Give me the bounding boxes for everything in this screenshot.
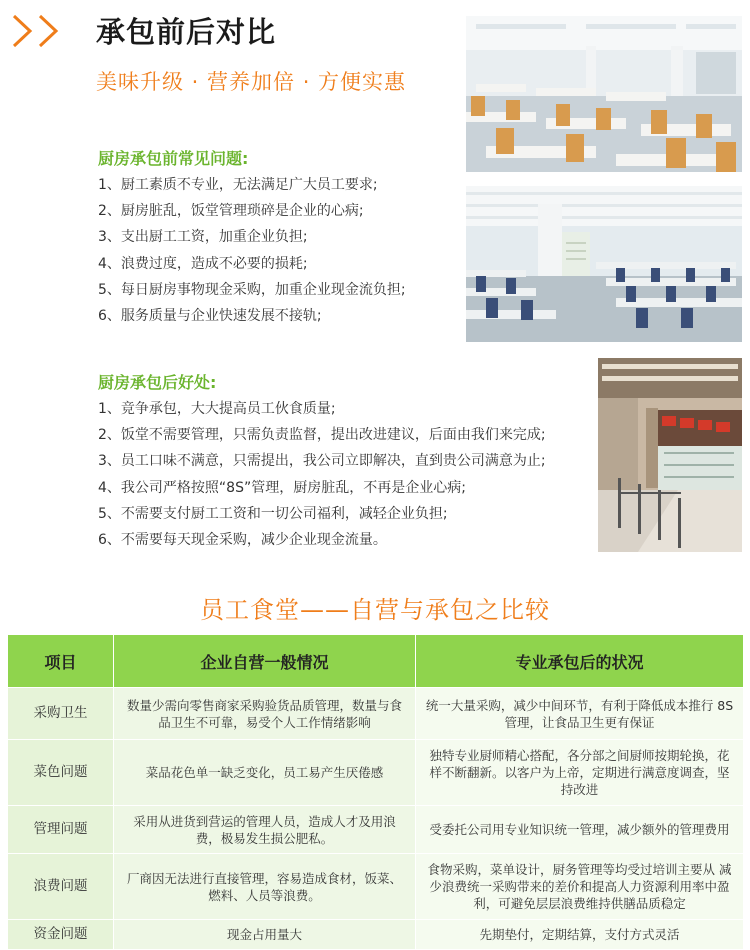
double-chevron-right-icon: [10, 14, 66, 48]
row-label: 资金问题: [8, 920, 114, 950]
list-item: 2、厨房脏乱，饭堂管理琐碎是企业的心病;: [98, 203, 364, 220]
canteen-photo-2: [466, 186, 742, 342]
self-operated-cell: 菜品花色单一缺乏变化，员工易产生厌倦感: [114, 740, 416, 806]
list-item: 1、厨工素质不专业，无法满足广大员工要求;: [98, 177, 378, 193]
list-item: 5、不需要支付厨工工资和一切公司福利，减轻企业负担;: [98, 505, 448, 522]
table-row: [8, 740, 744, 806]
list-item: 1、竞争承包，大大提高员工伙食质量;: [98, 401, 336, 417]
row-label: 浪费问题: [8, 854, 114, 920]
table-header-row: [8, 635, 744, 688]
row-label: 管理问题: [8, 806, 114, 854]
self-operated-cell: 厂商因无法进行直接管理，容易造成食材，饭菜、燃料、人员等浪费。: [114, 854, 416, 920]
contracted-cell: 统一大量采购，减少中间环节，有利于降低成本推行 8S 管理，让食品卫生更有保证: [416, 688, 744, 740]
contracted-cell: 独特专业厨师精心搭配，各分部之间厨师按期轮换，花样不断翻新。以客户为上帝，定期进行满意度调查，坚持改进: [416, 740, 744, 806]
after-heading: 厨房承包后好处:: [98, 373, 217, 392]
contracted-cell: 食物采购，菜单设计，厨务管理等均受过培训主要从 减少浪费统一采购带来的差价和提高人力资源利用率中盈利，可避免层层浪费维持供膳品质稳定: [416, 854, 744, 920]
contracted-cell: 先期垫付，定期结算，支付方式灵活: [416, 920, 744, 950]
row-label: 采购卫生: [8, 688, 114, 740]
before-heading: 厨房承包前常见问题:: [98, 149, 249, 168]
list-item: 4、浪费过度，造成不必要的损耗;: [98, 255, 308, 272]
table-row: [8, 854, 744, 920]
table-row: [8, 920, 744, 950]
self-operated-cell: 采用从进货到营运的管理人员，造成人才及用浪费，极易发生损公肥私。: [114, 806, 416, 854]
comparison-title: 员工食堂——自营与承包之比较: [200, 596, 550, 624]
column-header: 专业承包后的状况: [416, 635, 744, 688]
page-subtitle: 美味升级 · 营养加倍 · 方便实惠: [96, 70, 407, 94]
contracted-cell: 受委托公司用专业知识统一管理，减少额外的管理费用: [416, 806, 744, 854]
page-title: 承包前后对比: [96, 15, 277, 49]
serving-counter-photo: [598, 358, 742, 552]
self-operated-cell: 数量少需向零售商家采购验货品质管理，数量与食品卫生不可靠，易受个人工作情绪影响: [114, 688, 416, 740]
list-item: 3、支出厨工工资，加重企业负担;: [98, 229, 308, 246]
after-list: [98, 396, 546, 553]
self-operated-cell: 现金占用量大: [114, 920, 416, 950]
comparison-table: [7, 634, 744, 950]
list-item: 3、员工口味不满意，只需提出，我公司立即解决，直到贵公司满意为止;: [98, 453, 546, 470]
before-list: [98, 172, 406, 329]
list-item: 4、我公司严格按照“8S”管理，厨房脏乱，不再是企业心病;: [98, 479, 466, 496]
list-item: 5、每日厨房事物现金采购，加重企业现金流负担;: [98, 281, 406, 298]
table-row: [8, 688, 744, 740]
list-item: 2、饭堂不需要管理，只需负责监督，提出改进建议，后面由我们来完成;: [98, 427, 546, 444]
row-label: 菜色问题: [8, 740, 114, 806]
list-item: 6、不需要每天现金采购，减少企业现金流量。: [98, 531, 387, 548]
column-header: 项目: [8, 635, 114, 688]
table-row: [8, 806, 744, 854]
list-item: 6、服务质量与企业快速发展不接轨;: [98, 307, 322, 324]
column-header: 企业自营一般情况: [114, 635, 416, 688]
canteen-photo-1: [466, 16, 742, 172]
